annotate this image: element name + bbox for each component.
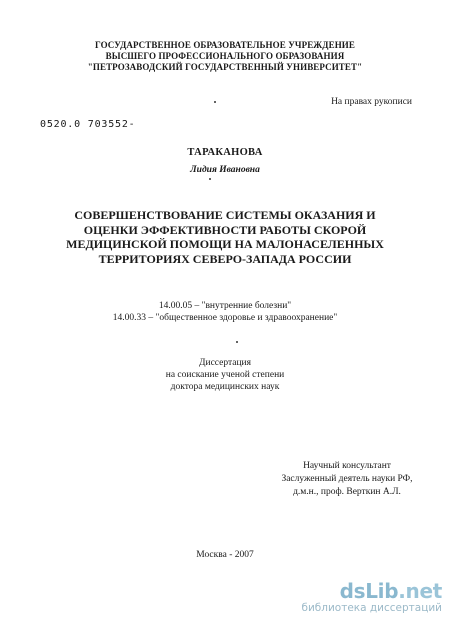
author-given-names: Лидия Ивановна (190, 165, 260, 175)
degree-statement (0, 357, 450, 393)
manuscript-rights-note: На правах рукописи (331, 97, 412, 107)
title-line: ТЕРРИТОРИЯХ СЕВЕРО-ЗАПАДА РОССИИ (98, 251, 352, 266)
watermark-logo-main: dsLib (339, 579, 399, 603)
header-line-2: ВЫСШЕГО ПРОФЕССИОНАЛЬНОГО ОБРАЗОВАНИЯ (105, 51, 345, 61)
scan-speck (209, 178, 211, 180)
scan-speck (214, 101, 216, 103)
degree-line: Диссертация (199, 358, 251, 368)
consultant-line: Научный консультант (303, 461, 391, 471)
title-line: ОЦЕНКИ ЭФФЕКТИВНОСТИ РАБОТЫ СКОРОЙ (83, 222, 367, 237)
watermark-logo-suffix: .net (398, 579, 442, 603)
degree-line: на соискание ученой степени (165, 370, 285, 380)
city-year: Москва - 2007 (196, 550, 254, 560)
watermark-subtitle: библиотека диссертаций (301, 602, 442, 614)
consultant-line: д.м.н., проф. Верткин А.Л. (293, 487, 401, 497)
watermark-logo (301, 580, 442, 602)
title-line: СОВЕРШЕНСТВОВАНИЕ СИСТЕМЫ ОКАЗАНИЯ И (74, 208, 376, 222)
author-surname: ТАРАКАНОВА (187, 147, 263, 158)
scan-speck (236, 341, 238, 343)
dslib-watermark (301, 580, 442, 615)
header-line-3: "ПЕТРОЗАВОДСКИЙ ГОСУДАРСТВЕННЫЙ УНИВЕРСИТЕТ" (87, 62, 363, 72)
header-line-1: ГОСУДАРСТВЕННОЕ ОБРАЗОВАТЕЛЬНОЕ УЧРЕЖДЕНИЕ (94, 40, 356, 50)
institution-header (0, 40, 450, 73)
dissertation-title (0, 208, 450, 266)
specialty-line: 14.00.05 – "внутренние болезни" (158, 301, 292, 311)
degree-line: доктора медицинских наук (170, 382, 280, 392)
specialty-codes (0, 300, 450, 324)
scientific-consultant (267, 460, 427, 499)
consultant-line: Заслуженный деятель науки РФ, (281, 474, 413, 484)
registry-code: 0520.0 703552- (40, 119, 136, 130)
specialty-line: 14.00.33 – "общественное здоровье и здравоохранение" (112, 313, 338, 323)
title-line: МЕДИЦИНСКОЙ ПОМОЩИ НА МАЛОНАСЕЛЕННЫХ (66, 237, 384, 251)
